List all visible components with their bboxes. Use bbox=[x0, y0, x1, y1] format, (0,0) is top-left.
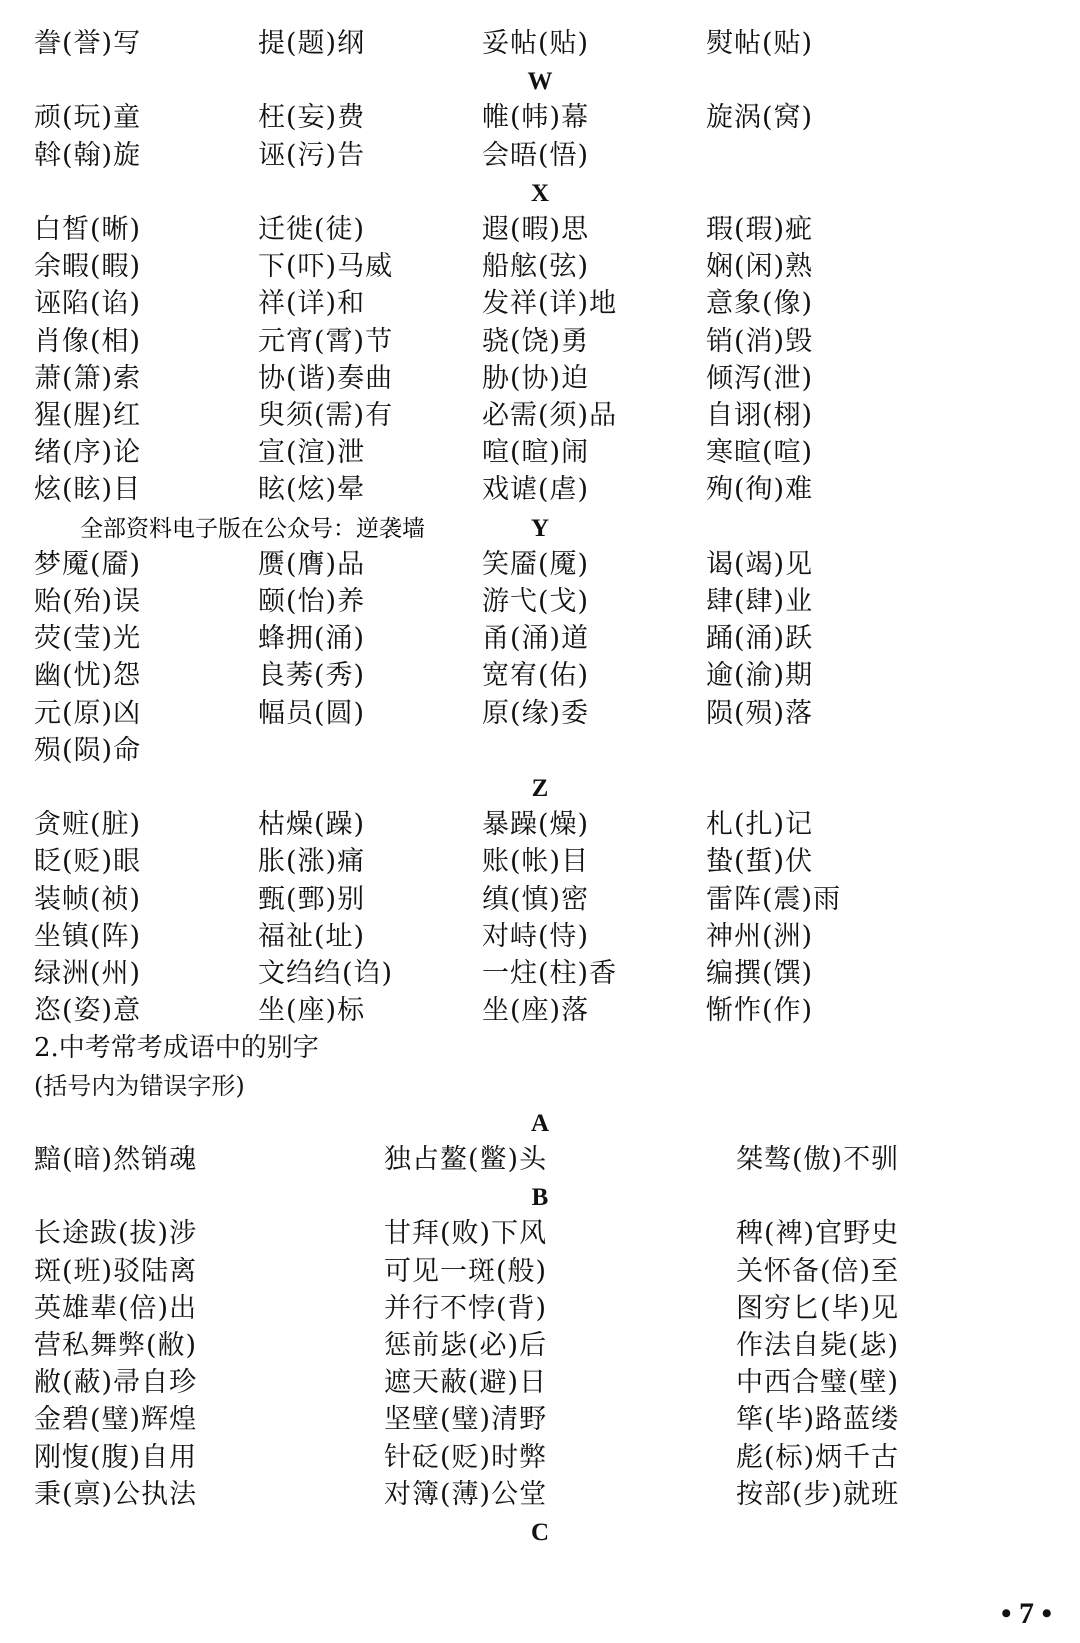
word-entry: 枯燥(躁) bbox=[258, 809, 366, 841]
word-entry: 殒(陨)命 bbox=[34, 734, 142, 766]
word-entry: 肆(肆)业 bbox=[706, 586, 814, 617]
word-entry: 绿洲(州) bbox=[34, 958, 142, 989]
word-entry: 中西合璧(壁) bbox=[736, 1367, 900, 1399]
word-entry: 宣(渲)泄 bbox=[258, 437, 366, 469]
word-row bbox=[0, 696, 1080, 732]
word-entry: 甘拜(败)下风 bbox=[384, 1218, 548, 1250]
word-entry: 文绉绉(诌) bbox=[258, 958, 394, 989]
word-entry: 发祥(详)地 bbox=[482, 288, 618, 320]
word-entry: 福祉(址) bbox=[258, 920, 366, 952]
word-entry: 臾须(需)有 bbox=[258, 400, 394, 431]
word-entry: 元(原)凶 bbox=[34, 697, 142, 729]
word-entry: 瑕(瑕)疵 bbox=[706, 214, 814, 245]
word-entry: 贻(殆)误 bbox=[34, 586, 142, 617]
word-entry: 谒(竭)见 bbox=[706, 548, 814, 580]
word-entry: 枉(妄)费 bbox=[258, 102, 366, 134]
word-entry: 黯(暗)然销魂 bbox=[34, 1144, 198, 1175]
word-entry: 绪(序)论 bbox=[34, 437, 142, 469]
word-row bbox=[0, 584, 1080, 620]
word-entry: 胀(涨)痛 bbox=[258, 846, 366, 878]
word-entry: 作法自毙(毖) bbox=[736, 1330, 900, 1361]
word-entry: 可见一斑(般) bbox=[384, 1255, 548, 1287]
section-subheading: (括号内为错误字形) bbox=[34, 1071, 245, 1100]
word-entry: 妥帖(贴) bbox=[482, 28, 590, 59]
word-entry: 稗(裨)官野史 bbox=[736, 1218, 900, 1250]
word-entry: 逾(渝)期 bbox=[706, 660, 814, 692]
word-entry: 游弋(戈) bbox=[482, 586, 590, 617]
section-letter: Y bbox=[530, 514, 550, 542]
word-entry: 提(题)纲 bbox=[258, 28, 366, 59]
word-entry: 编撰(馔) bbox=[706, 958, 814, 989]
word-row bbox=[0, 956, 1080, 992]
section-letter: W bbox=[527, 68, 553, 96]
word-entry: 对簿(薄)公堂 bbox=[384, 1478, 548, 1510]
word-entry: 神州(洲) bbox=[706, 920, 814, 952]
word-row bbox=[0, 882, 1080, 918]
word-entry: 余暇(睱) bbox=[34, 251, 142, 283]
word-row bbox=[0, 1328, 1080, 1364]
word-entry: 惩前毖(必)后 bbox=[384, 1330, 548, 1361]
word-row bbox=[0, 286, 1080, 322]
word-entry: 誊(誉)写 bbox=[34, 28, 142, 59]
word-entry: 萧(箫)索 bbox=[34, 362, 142, 394]
word-row bbox=[0, 658, 1080, 694]
word-entry: 骁(饶)勇 bbox=[482, 325, 590, 357]
word-entry: 诬陷(谄) bbox=[34, 288, 142, 320]
word-row bbox=[0, 844, 1080, 880]
word-entry: 赝(膺)品 bbox=[258, 548, 366, 580]
section-letter: X bbox=[530, 179, 550, 207]
word-entry: 原(缘)委 bbox=[482, 697, 590, 729]
word-row bbox=[0, 249, 1080, 285]
word-row bbox=[0, 1402, 1080, 1438]
word-entry: 熨帖(贴) bbox=[706, 28, 814, 59]
section-letter: B bbox=[531, 1184, 549, 1212]
word-entry: 幽(忧)怨 bbox=[34, 660, 142, 692]
word-entry: 图穷匕(毕)见 bbox=[736, 1292, 900, 1324]
word-entry: 元宵(霄)节 bbox=[258, 325, 394, 357]
word-row bbox=[0, 733, 1080, 769]
word-row bbox=[0, 621, 1080, 657]
word-entry: 敝(蔽)帚自珍 bbox=[34, 1367, 198, 1399]
word-row bbox=[0, 807, 1080, 843]
word-entry: 踊(涌)跃 bbox=[706, 623, 814, 655]
word-entry: 遐(暇)思 bbox=[482, 214, 590, 245]
word-entry: 贪赃(脏) bbox=[34, 809, 142, 841]
word-entry: 一炷(柱)香 bbox=[482, 958, 618, 989]
word-entry: 恣(姿)意 bbox=[34, 995, 142, 1027]
section-letter: A bbox=[530, 1109, 550, 1137]
watermark-note: 全部资料电子版在公众号：逆袭墙 bbox=[80, 515, 425, 542]
word-row bbox=[0, 1291, 1080, 1327]
word-entry: 斡(翰)旋 bbox=[34, 139, 142, 171]
word-entry: 帷(帏)幕 bbox=[482, 102, 590, 134]
word-entry: 顽(玩)童 bbox=[34, 102, 142, 134]
word-entry: 秉(禀)公执法 bbox=[34, 1478, 198, 1510]
word-entry: 梦魇(靥) bbox=[34, 548, 142, 580]
word-entry: 甬(涌)道 bbox=[482, 623, 590, 655]
word-entry: 喧(暄)闹 bbox=[482, 437, 590, 469]
word-entry: 颐(怡)养 bbox=[258, 586, 366, 617]
word-entry: 必需(须)品 bbox=[482, 400, 618, 431]
word-row bbox=[0, 26, 1080, 62]
word-entry: 蜂拥(涌) bbox=[258, 623, 366, 655]
word-entry: 迁徙(徒) bbox=[258, 214, 366, 245]
word-entry: 协(谐)奏曲 bbox=[258, 362, 394, 394]
word-row bbox=[0, 1142, 1080, 1178]
word-entry: 坐(座)标 bbox=[258, 995, 366, 1027]
word-entry: 甄(鄄)别 bbox=[258, 883, 366, 915]
word-entry: 会晤(悟) bbox=[482, 139, 590, 171]
word-entry: 坐镇(阵) bbox=[34, 920, 142, 952]
word-row bbox=[0, 361, 1080, 397]
word-entry: 彪(标)炳千古 bbox=[736, 1441, 900, 1473]
word-entry: 祥(详)和 bbox=[258, 288, 366, 320]
page-number: • 7 • bbox=[1000, 1597, 1052, 1630]
section-letter: C bbox=[530, 1519, 550, 1546]
word-entry: 独占鳌(鳖)头 bbox=[384, 1144, 548, 1175]
word-entry: 英雄辈(倍)出 bbox=[34, 1292, 198, 1324]
word-entry: 猩(腥)红 bbox=[34, 400, 142, 431]
word-entry: 账(帐)目 bbox=[482, 846, 590, 878]
word-entry: 坚壁(璧)清野 bbox=[384, 1404, 548, 1436]
word-entry: 缜(慎)密 bbox=[482, 883, 590, 915]
word-row bbox=[0, 212, 1080, 248]
word-entry: 下(吓)马威 bbox=[258, 251, 394, 283]
word-entry: 按部(步)就班 bbox=[736, 1478, 900, 1510]
word-entry: 眩(炫)晕 bbox=[258, 474, 366, 506]
word-entry: 针砭(贬)时弊 bbox=[384, 1441, 548, 1473]
word-entry: 胁(协)迫 bbox=[482, 362, 590, 394]
section-letter: Z bbox=[531, 775, 549, 802]
word-entry: 对峙(恃) bbox=[482, 920, 590, 952]
word-row bbox=[0, 324, 1080, 360]
word-row bbox=[0, 100, 1080, 136]
word-entry: 寒暄(喧) bbox=[706, 437, 814, 469]
word-entry: 斑(班)驳陆离 bbox=[34, 1255, 198, 1287]
section-heading: 2.中考常考成语中的别字 bbox=[34, 1033, 319, 1064]
word-entry: 船舷(弦) bbox=[482, 251, 590, 283]
word-entry: 陨(殒)落 bbox=[706, 697, 814, 729]
word-entry: 肖像(相) bbox=[34, 325, 142, 357]
word-entry: 自诩(栩) bbox=[706, 400, 814, 431]
word-entry: 刚愎(腹)自用 bbox=[34, 1441, 198, 1473]
word-row bbox=[0, 472, 1080, 508]
word-entry: 笑靥(魇) bbox=[482, 548, 590, 580]
word-entry: 眨(贬)眼 bbox=[34, 846, 142, 878]
word-row bbox=[0, 547, 1080, 583]
word-entry: 蛰(蜇)伏 bbox=[706, 846, 814, 878]
word-entry: 荧(莹)光 bbox=[34, 623, 142, 655]
word-entry: 关怀备(倍)至 bbox=[736, 1255, 900, 1287]
word-entry: 札(扎)记 bbox=[706, 809, 814, 841]
word-entry: 旋涡(窝) bbox=[706, 102, 814, 134]
word-entry: 遮天蔽(避)日 bbox=[384, 1367, 548, 1399]
word-entry: 销(消)毁 bbox=[706, 325, 814, 357]
word-row bbox=[0, 138, 1080, 174]
word-row bbox=[0, 1365, 1080, 1401]
word-entry: 炫(眩)目 bbox=[34, 474, 142, 506]
word-row bbox=[0, 1477, 1080, 1513]
word-entry: 惭怍(作) bbox=[706, 995, 814, 1027]
word-row bbox=[0, 1254, 1080, 1290]
word-row bbox=[0, 398, 1080, 434]
word-entry: 良莠(秀) bbox=[258, 660, 366, 692]
word-row bbox=[0, 1216, 1080, 1252]
word-entry: 并行不悖(背) bbox=[384, 1292, 548, 1324]
word-entry: 娴(闲)熟 bbox=[706, 251, 814, 283]
word-entry: 雷阵(震)雨 bbox=[706, 883, 842, 915]
word-row bbox=[0, 435, 1080, 471]
word-entry: 金碧(璧)辉煌 bbox=[34, 1404, 198, 1436]
word-entry: 意象(像) bbox=[706, 288, 814, 320]
word-row bbox=[0, 919, 1080, 955]
word-entry: 筚(毕)路蓝缕 bbox=[736, 1404, 900, 1436]
word-entry: 倾泻(泄) bbox=[706, 362, 814, 394]
word-entry: 宽宥(佑) bbox=[482, 660, 590, 692]
word-entry: 幅员(圆) bbox=[258, 697, 366, 729]
word-entry: 坐(座)落 bbox=[482, 995, 590, 1027]
word-entry: 装帧(祯) bbox=[34, 883, 142, 915]
word-entry: 桀骜(傲)不驯 bbox=[736, 1144, 900, 1175]
word-entry: 戏谑(虐) bbox=[482, 474, 590, 506]
word-entry: 殉(徇)难 bbox=[706, 474, 814, 506]
word-row bbox=[0, 1440, 1080, 1476]
word-row bbox=[0, 993, 1080, 1029]
word-entry: 诬(污)告 bbox=[258, 139, 366, 171]
word-entry: 营私舞弊(敝) bbox=[34, 1330, 198, 1361]
word-entry: 白皙(晰) bbox=[34, 214, 142, 245]
word-entry: 长途跋(拔)涉 bbox=[34, 1218, 198, 1250]
word-entry: 暴躁(燥) bbox=[482, 809, 590, 841]
